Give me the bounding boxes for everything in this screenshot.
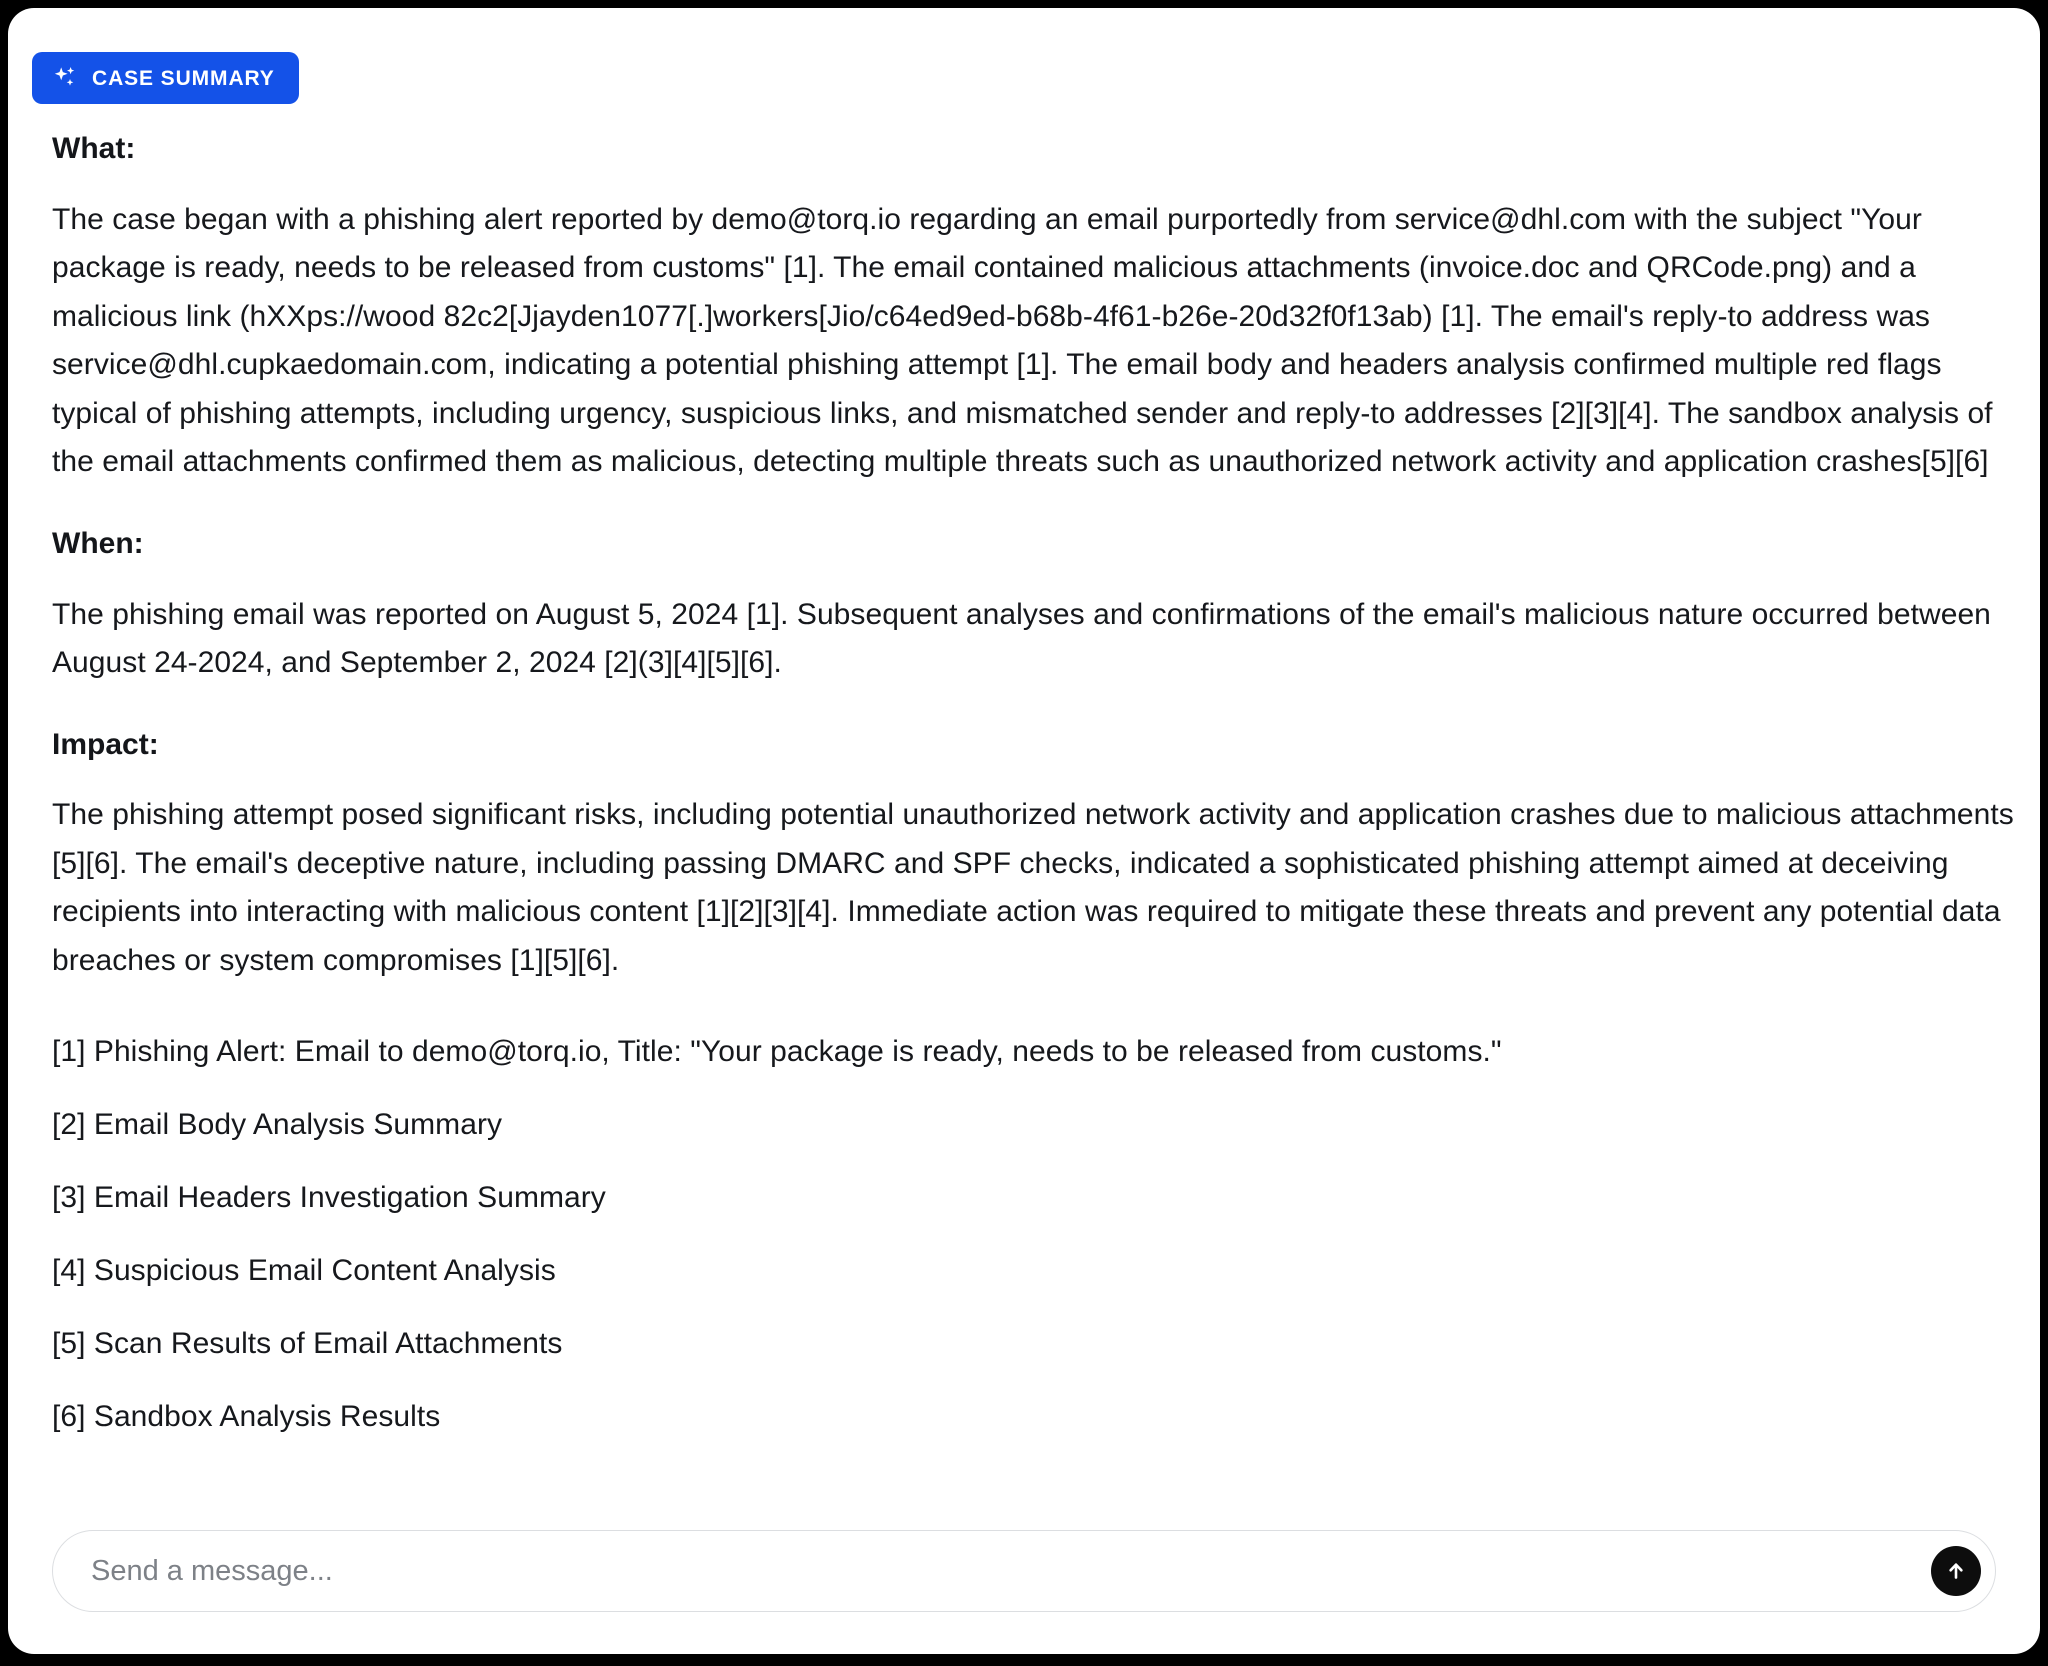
section-what <box>52 130 2016 487</box>
references-list <box>52 1032 2016 1436</box>
message-composer[interactable] <box>52 1530 1996 1612</box>
section-when-heading: When: <box>52 527 144 561</box>
section-impact-heading: Impact: <box>52 727 159 761</box>
case-summary-badge-label: CASE SUMMARY <box>92 66 275 90</box>
section-what-body: The case began with a phishing alert reported by demo@torq.io regarding an email purportedly from service@dhl.com with the subject "Your package is ready, needs to be released from customs" [1]. The email contained malicious attachments (invoice.doc and QRCode.png) and a malicious link (hXXps://wood 82c2[Jjayden1077[.]workers[Jio/c64ed9ed-b68b-4f61-b26e-20d32f0f13ab) [1]. The email's reply-to address was service@dhl.cupkaedomain.com, indicating a potential phishing attempt [1]. The email body and headers analysis confirmed multiple red flags typical of phishing attempts, including urgency, suspicious links, and mismatched sender and reply-to addresses [2][3][4]. The sandbox analysis of the email attachments confirmed them as malicious, detecting multiple threats such as unauthorized network activity and application crashes[5][6] <box>52 202 1993 479</box>
reference-item: [5] Scan Results of Email Attachments <box>52 1326 563 1360</box>
section-impact <box>52 726 2016 986</box>
section-impact-body: The phishing attempt posed significant risks, including potential unauthorized network activity and application crashes due to malicious attachments [5][6]. The email's deceptive nature, including passing DMARC and SPF checks, indicated a sophisticated phishing attempt aimed at deceiving recipients into interacting with malicious content [1][2][3][4]. Immediate action was required to mitigate these threats and prevent any potential data breaches or system compromises [1][5][6]. <box>52 798 2014 978</box>
sparkle-icon <box>52 65 78 91</box>
section-when <box>52 525 2016 688</box>
case-summary-card <box>8 8 2040 1654</box>
section-what-heading: What: <box>52 132 136 165</box>
case-summary-badge <box>32 52 299 104</box>
message-input[interactable] <box>91 1544 1915 1598</box>
summary-content <box>52 130 2016 1436</box>
section-when-body: The phishing email was reported on August 5, 2024 [1]. Subsequent analyses and confirmations of the email's malicious nature occurred between August 24-2024, and September 2, 2024 [2](3][4][5][6]. <box>52 597 1991 680</box>
reference-item: [4] Suspicious Email Content Analysis <box>52 1253 556 1287</box>
reference-item: [6] Sandbox Analysis Results <box>52 1399 441 1433</box>
arrow-up-icon <box>1943 1558 1969 1584</box>
reference-item: [1] Phishing Alert: Email to demo@torq.io, Title: "Your package is ready, needs to be released from customs." <box>52 1034 1502 1068</box>
reference-item: [3] Email Headers Investigation Summary <box>52 1180 606 1214</box>
reference-item: [2] Email Body Analysis Summary <box>52 1107 503 1141</box>
send-button[interactable] <box>1931 1546 1981 1596</box>
